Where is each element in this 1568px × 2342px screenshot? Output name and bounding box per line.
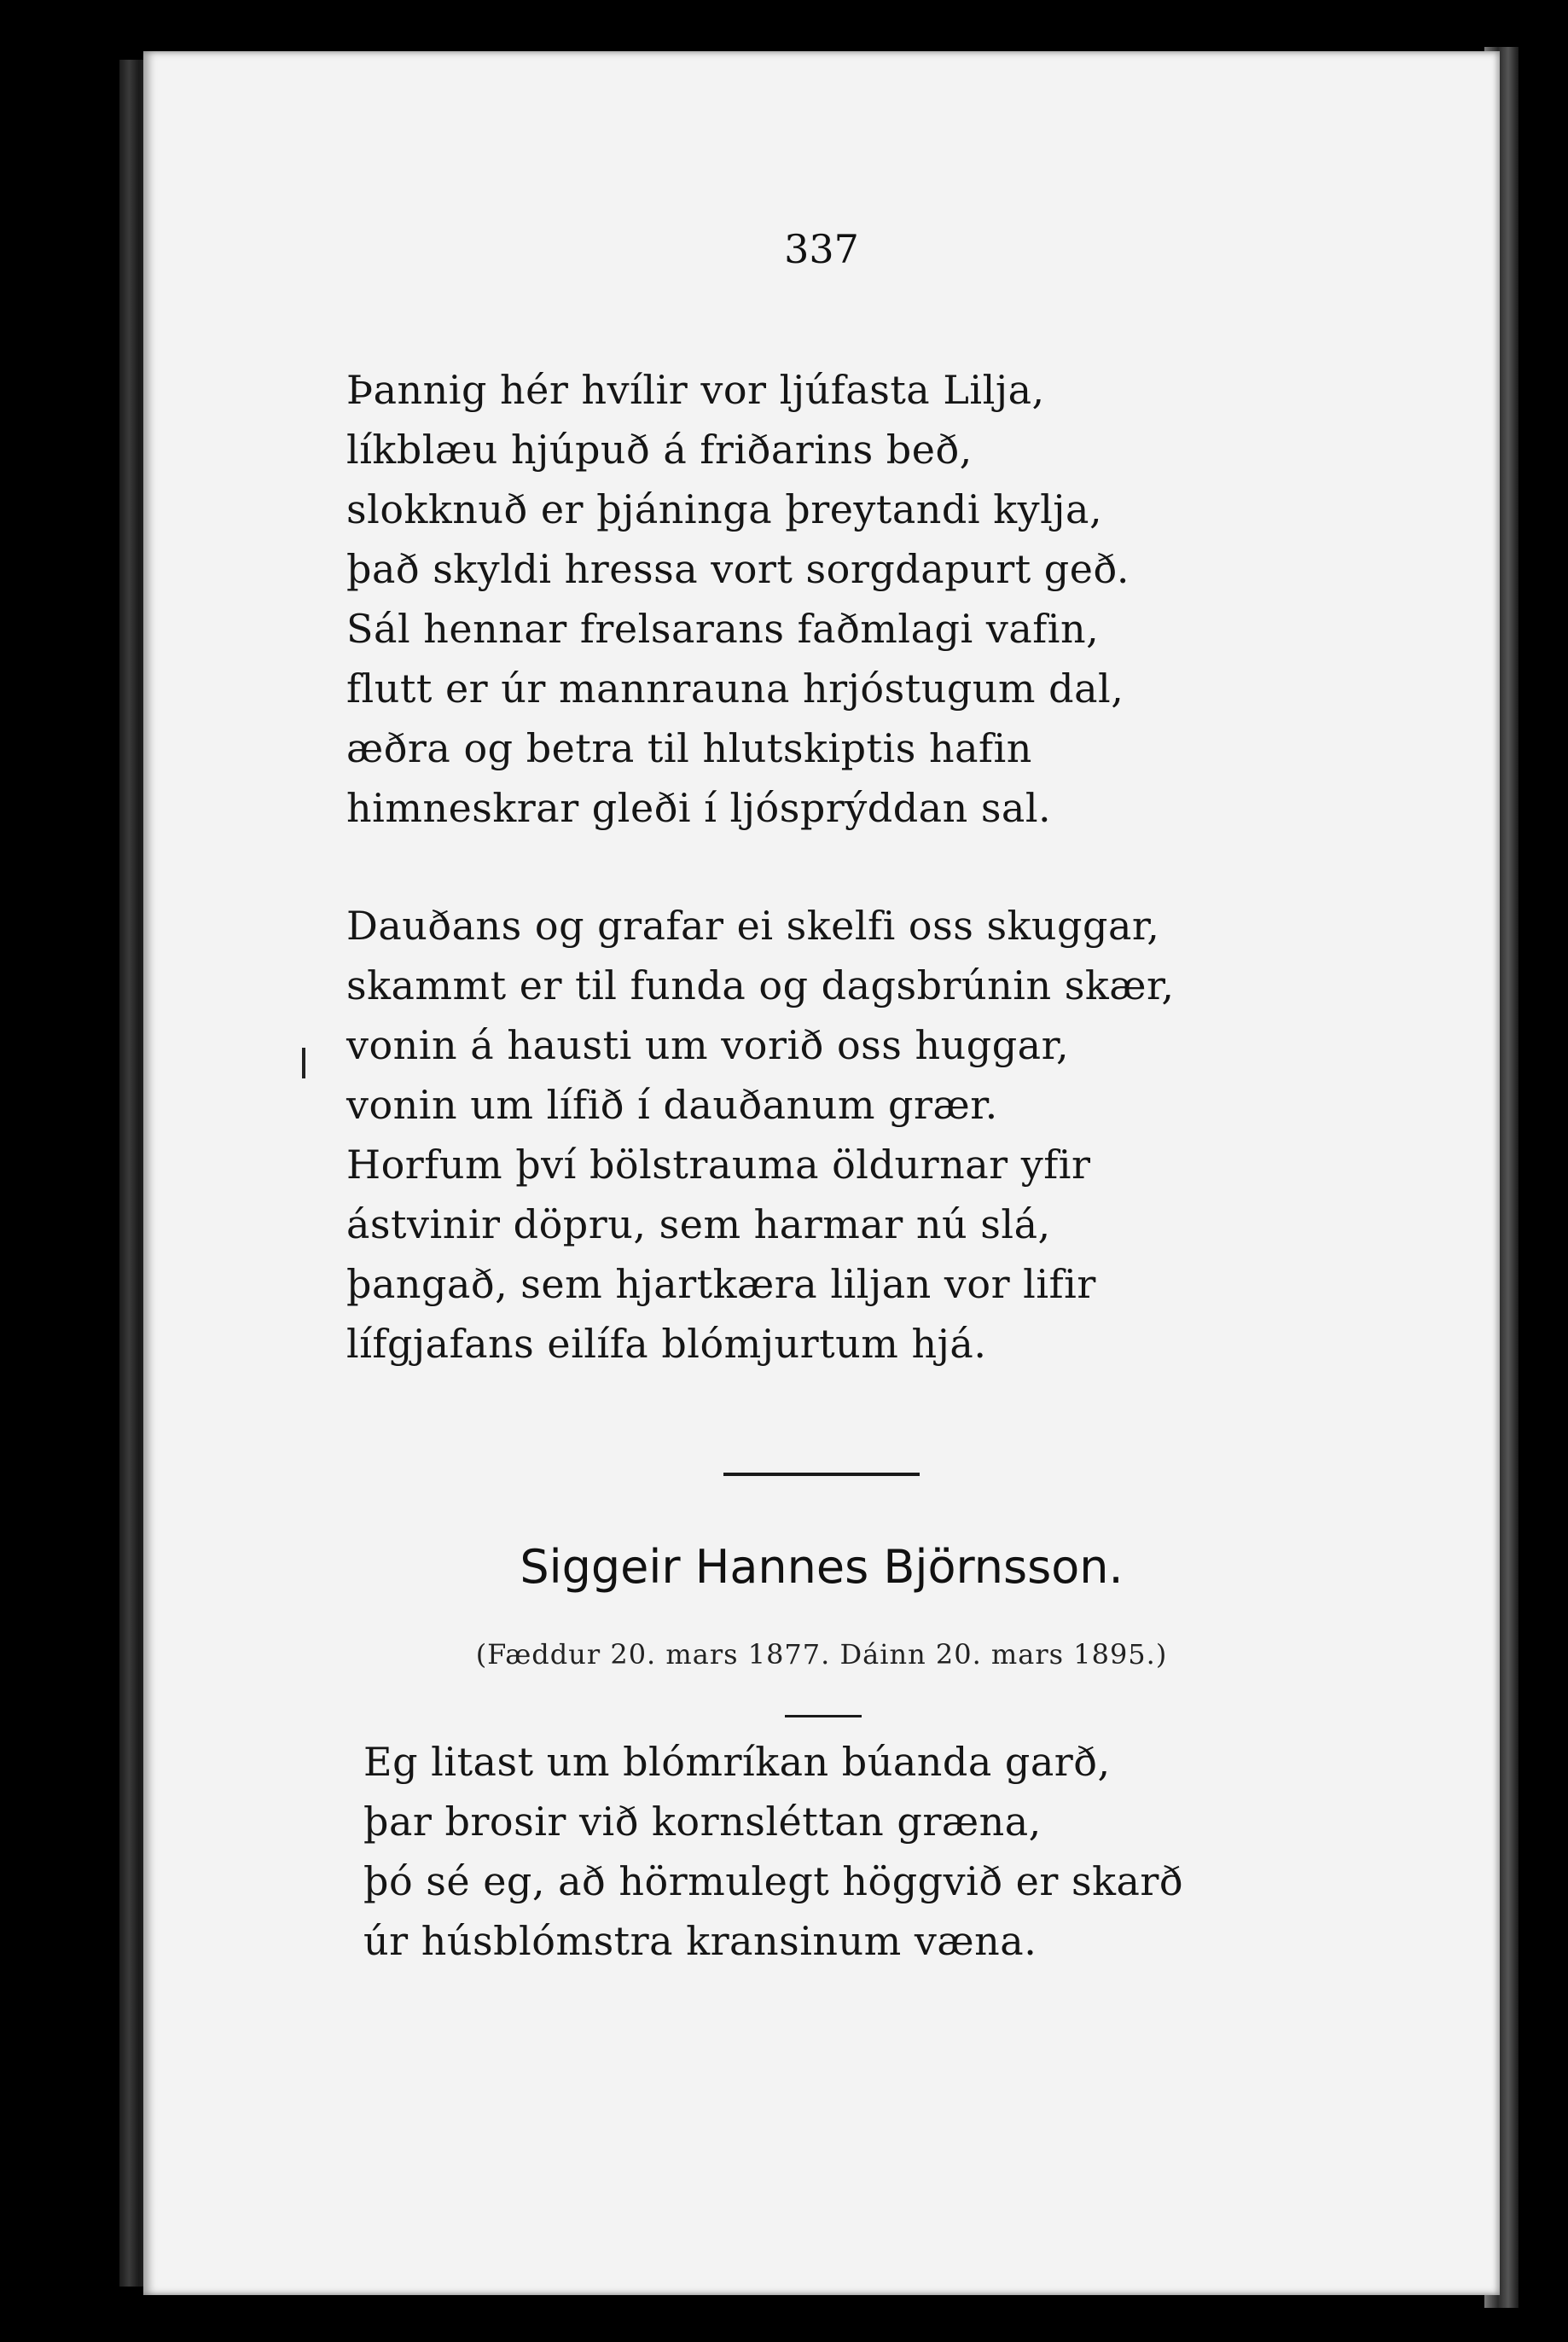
poem-line: líkblæu hjúpuð á friðarins beð, xyxy=(346,427,973,473)
poem-line: lífgjafans eilífa blómjurtum hjá. xyxy=(346,1321,987,1367)
poem-line: Þannig hér hvílir vor ljúfasta Lilja, xyxy=(346,367,1045,413)
section-title: Siggeir Hannes Björnsson. xyxy=(520,1540,1124,1594)
poem-line: skammt er til funda og dagsbrúnin skær, xyxy=(346,962,1175,1008)
page-number: 337 xyxy=(784,226,859,272)
poem-line: það skyldi hressa vort sorgdapurt geð. xyxy=(346,546,1130,592)
poem-line: úr húsblómstra kransinum væna. xyxy=(363,1918,1037,1964)
margin-mark xyxy=(302,1048,305,1078)
section-divider xyxy=(723,1473,920,1476)
poem-line: æðra og betra til hlutskiptis hafin xyxy=(346,725,1032,771)
poem-line: vonin um lífið í dauðanum grær. xyxy=(346,1082,998,1128)
poem-stanza-2 xyxy=(346,896,1175,1374)
poem-line: þó sé eg, að hörmulegt höggvið er skarð xyxy=(363,1858,1184,1904)
poem-line: flutt er úr mannrauna hrjóstugum dal, xyxy=(346,665,1124,712)
poem-line: þar brosir við kornsléttan græna, xyxy=(363,1799,1042,1845)
poem-stanza-1 xyxy=(346,360,1130,838)
book-page xyxy=(143,51,1500,2295)
poem-line: Dauðans og grafar ei skelfi oss skuggar, xyxy=(346,903,1160,949)
poem-line: þangað, sem hjartkæra liljan vor lifir xyxy=(346,1261,1096,1307)
poem-line: Sál hennar frelsarans faðmlagi vafin, xyxy=(346,606,1100,652)
poem-line: himneskrar gleði í ljósprýddan sal. xyxy=(346,785,1052,831)
poem-stanza-3 xyxy=(363,1732,1183,1971)
title-divider xyxy=(785,1715,862,1717)
section-dates: (Fæddur 20. mars 1877. Dáinn 20. mars 1895.) xyxy=(475,1638,1168,1671)
poem-line: slokknuð er þjáninga þreytandi kylja, xyxy=(346,486,1103,532)
poem-line: Eg litast um blómríkan búanda garð, xyxy=(363,1739,1111,1785)
poem-line: vonin á hausti um vorið oss huggar, xyxy=(346,1022,1070,1068)
poem-line: Horfum því bölstrauma öldurnar yfir xyxy=(346,1142,1091,1188)
poem-line: ástvinir döpru, sem harmar nú slá, xyxy=(346,1201,1051,1247)
